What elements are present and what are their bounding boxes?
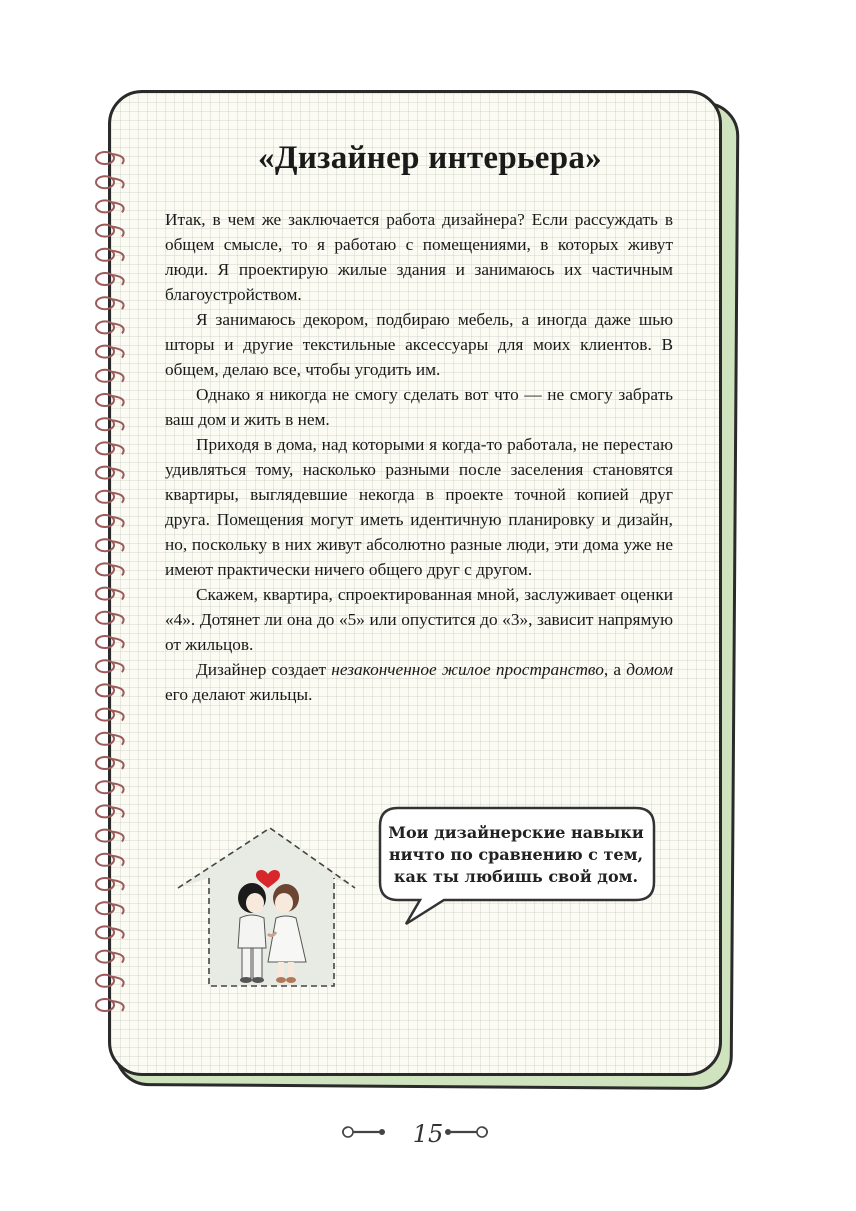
paragraph-6: Дизайнер создает незаконченное жилое пространство, а домом его делают жильцы.: [165, 660, 674, 704]
spiral-ring: [96, 225, 124, 237]
page-number: 15: [412, 1120, 444, 1148]
paragraph-3: Однако я никогда не смогу сделать вот что — не смогу забрать ваш дом и жить в нем.: [165, 385, 673, 429]
body-text: [165, 207, 673, 707]
spiral-ring: [96, 684, 124, 696]
spiral-ring: [96, 200, 124, 212]
spiral-binding: [92, 150, 132, 1030]
spiral-ring: [96, 999, 124, 1011]
spiral-ring: [96, 370, 124, 382]
spiral-ring: [96, 733, 124, 745]
spiral-ring: [96, 442, 124, 454]
spiral-ring: [96, 612, 124, 624]
spiral-ring: [96, 491, 124, 503]
spiral-ring: [96, 249, 124, 261]
speech-bubble-text: Мои дизайнерские навыки ничто по сравнению с тем, как ты любишь свой дом.: [388, 823, 644, 886]
spiral-ring: [96, 346, 124, 358]
spiral-ring: [96, 418, 124, 430]
spiral-ring: [96, 878, 124, 890]
spiral-ring: [96, 951, 124, 963]
spiral-ring: [96, 152, 124, 164]
spiral-ring: [96, 636, 124, 648]
spiral-ring: [96, 757, 124, 769]
emphasis-unfinished-space: незаконченное жилое пространство: [331, 660, 604, 679]
spiral-ring: [96, 926, 124, 938]
couple-house-illustration: [172, 822, 362, 994]
spiral-ring: [96, 176, 124, 188]
spiral-ring: [96, 781, 124, 793]
paragraph-2: Я занимаюсь декором, подбираю мебель, а иногда даже шью шторы и другие текстильные аксессуары для моих клиентов. В общем, делаю все, чтобы угодить им.: [165, 310, 673, 379]
spiral-ring: [96, 805, 124, 817]
spiral-ring: [96, 539, 124, 551]
spiral-ring: [96, 830, 124, 842]
paragraph-1: Итак, в чем же заключается работа дизайнера? Если рассуждать в общем смысле, то я работаю с помещениями, в которых живут люди. Я проектирую жилые здания и занимаюсь их частичным благоустройством.: [165, 210, 673, 304]
spiral-ring: [96, 975, 124, 987]
paragraph-5: Скажем, квартира, спроектированная мной, заслуживает оценки «4». Дотянет ли она до «5» или опустится до «3», зависит напрямую от жильцов.: [165, 585, 673, 654]
spiral-ring: [96, 902, 124, 914]
spiral-ring: [96, 660, 124, 672]
spiral-ring: [96, 467, 124, 479]
paragraph-4: Приходя в дома, над которыми я когда-то работала, не перестаю удивляться тому, насколько разными после заселения становятся квартиры, выглядевшие некогда в проекте точной копией друг друга. Помещения могут иметь идентичную планировку и дизайн, но, поскольку в них живут абсолютно разные люди, эти дома уже не имеют практически ничего общего друг с другом.: [165, 435, 673, 579]
spiral-ring: [96, 588, 124, 600]
emphasis-home: домом: [626, 660, 674, 679]
spiral-ring: [96, 394, 124, 406]
spiral-ring: [96, 297, 124, 309]
spiral-ring: [96, 273, 124, 285]
spiral-ring: [96, 515, 124, 527]
spiral-ring: [96, 321, 124, 333]
spiral-ring: [96, 854, 124, 866]
spiral-ring: [96, 563, 124, 575]
page-title: «Дизайнер интерьера»: [258, 140, 602, 176]
spiral-ring: [96, 709, 124, 721]
